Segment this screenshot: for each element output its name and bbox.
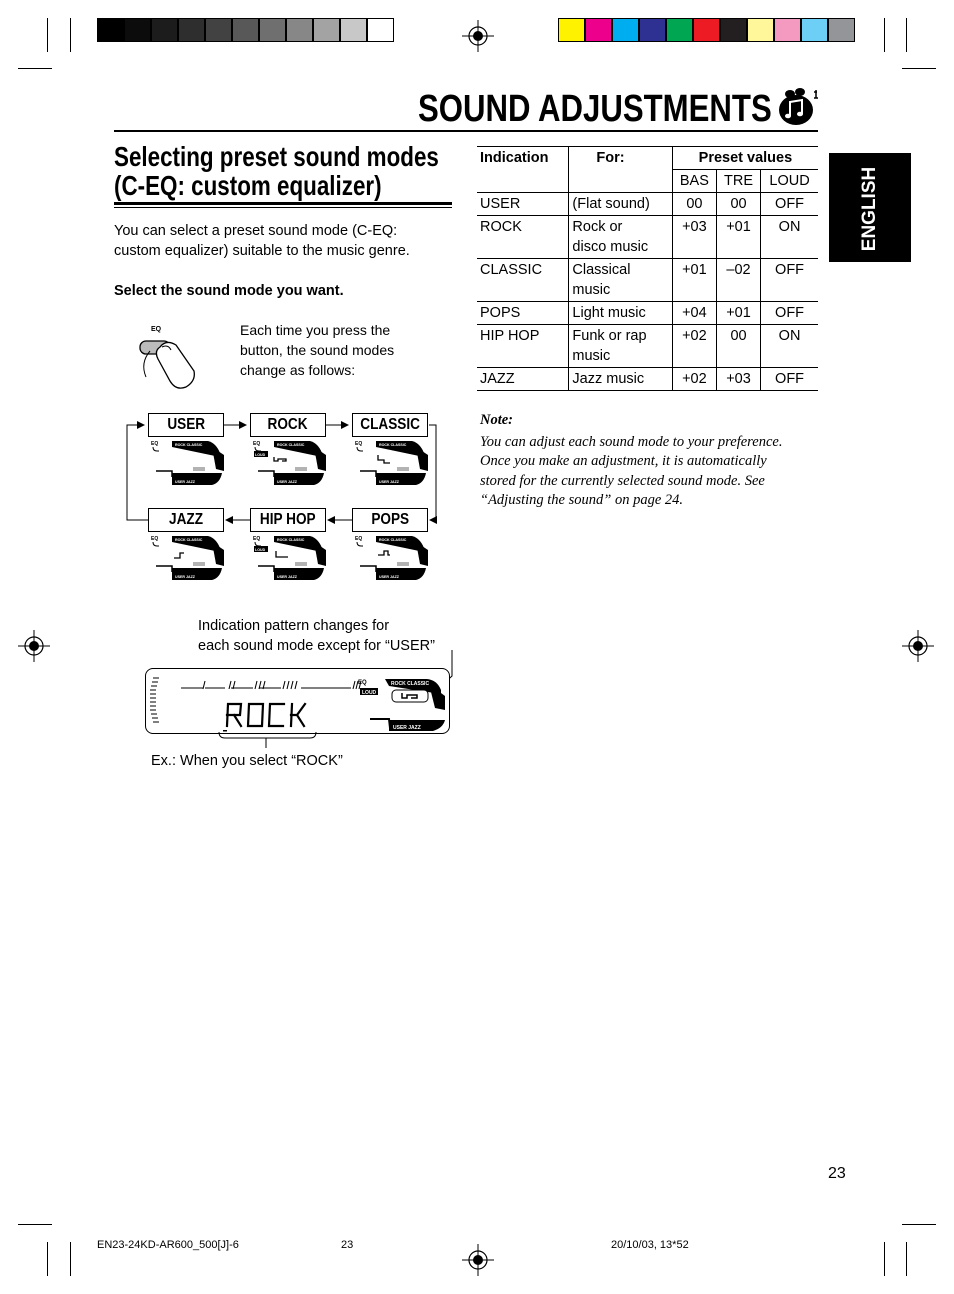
registration-mark-icon — [902, 630, 934, 662]
cell-bas: +02 — [672, 325, 716, 368]
header-preset-values: Preset values — [672, 147, 818, 170]
registration-mark-icon — [18, 630, 50, 662]
mode-jazz: JAZZ — [148, 508, 224, 532]
svg-text:ROCK CLASSIC: ROCK CLASSIC — [391, 681, 430, 687]
crop-mark — [906, 18, 907, 52]
svg-text:LOUD: LOUD — [362, 690, 377, 696]
table-row — [477, 325, 818, 368]
svg-text:EQ: EQ — [358, 680, 367, 686]
svg-text:ROCK CLASSIC: ROCK CLASSIC — [175, 538, 203, 542]
crop-mark — [884, 1242, 885, 1276]
color-swatch — [585, 18, 612, 42]
eq-indicator — [252, 437, 326, 489]
table-row — [477, 368, 818, 391]
gray-swatch — [232, 18, 259, 42]
cell-loud: OFF — [761, 259, 818, 302]
table-row — [477, 302, 818, 325]
table-header-row — [477, 147, 818, 170]
intro-text — [114, 221, 410, 261]
crop-mark — [902, 1224, 936, 1225]
eq-indicator — [150, 437, 224, 489]
svg-text:ROCK CLASSIC: ROCK CLASSIC — [379, 538, 407, 542]
cell-bas: +01 — [672, 259, 716, 302]
crop-mark — [18, 1224, 52, 1225]
cell-tre: +03 — [716, 368, 760, 391]
table-row — [477, 193, 818, 216]
table-row — [477, 216, 818, 259]
color-swatch — [720, 18, 747, 42]
intro-line: You can select a preset sound mode (C-EQ: — [114, 223, 398, 239]
cell-tre: +01 — [716, 302, 760, 325]
svg-text:LOUD: LOUD — [255, 548, 266, 552]
cell-loud: ON — [761, 325, 818, 368]
title-rule — [114, 130, 818, 132]
color-swatch — [666, 18, 693, 42]
for-line: (Flat sound) — [572, 196, 650, 212]
svg-text:EQ: EQ — [151, 441, 159, 447]
gray-swatch — [286, 18, 313, 42]
section-rule — [114, 207, 452, 208]
footer-date: 20/10/03, 13*52 — [611, 1239, 689, 1251]
color-swatch — [801, 18, 828, 42]
svg-text:EQ: EQ — [253, 441, 261, 447]
for-line: music — [572, 282, 611, 298]
gray-swatch — [151, 18, 178, 42]
cell-tre: 00 — [716, 325, 760, 368]
table-row — [477, 259, 818, 302]
registration-mark-icon — [462, 1244, 494, 1276]
cell-bas: 00 — [672, 193, 716, 216]
crop-mark — [884, 18, 885, 52]
color-swatch — [612, 18, 639, 42]
cell-loud: OFF — [761, 193, 818, 216]
header-indication: Indication — [477, 147, 569, 193]
note-line: Once you make an adjustment, it is automatically — [480, 453, 767, 469]
header-loud: LOUD — [761, 170, 818, 193]
crop-mark — [47, 18, 48, 52]
eq-indicator — [150, 532, 224, 584]
section-title — [114, 142, 439, 200]
eq-indicator — [252, 532, 326, 584]
crop-mark — [70, 18, 71, 52]
press-text — [240, 320, 394, 380]
page-number: 23 — [828, 1165, 846, 1182]
section-title-line: (C-EQ: custom equalizer) — [114, 170, 382, 201]
mode-pops: POPS — [352, 508, 428, 532]
svg-text:USER JAZZ: USER JAZZ — [277, 575, 297, 579]
indication-text-line: each sound mode except for “USER” — [198, 638, 435, 654]
press-text-line: Each time you press the — [240, 322, 391, 338]
eq-indicator — [354, 532, 428, 584]
section-title-line: Selecting preset sound modes — [114, 141, 439, 172]
cell-for — [569, 193, 672, 216]
color-swatch — [639, 18, 666, 42]
cell-for — [569, 216, 672, 259]
gray-swatch — [367, 18, 394, 42]
svg-text:USER JAZZ: USER JAZZ — [393, 725, 421, 731]
svg-text:ROCK CLASSIC: ROCK CLASSIC — [277, 538, 305, 542]
svg-text:USER JAZZ: USER JAZZ — [379, 575, 399, 579]
color-swatch — [774, 18, 801, 42]
svg-text:USER JAZZ: USER JAZZ — [175, 575, 195, 579]
registration-mark-icon — [462, 20, 494, 52]
gray-swatch — [97, 18, 124, 42]
press-text-line: button, the sound modes — [240, 342, 395, 358]
example-caption: Ex.: When you select “ROCK” — [151, 753, 343, 769]
gray-swatch — [124, 18, 151, 42]
cell-indication: CLASSIC — [477, 259, 569, 302]
note-line: “Adjusting the sound” on page 24. — [480, 492, 684, 508]
cell-loud: OFF — [761, 302, 818, 325]
eq-button-label: EQ — [151, 326, 162, 333]
color-swatch — [693, 18, 720, 42]
preset-table — [477, 146, 818, 391]
gray-swatch — [259, 18, 286, 42]
svg-text:USER JAZZ: USER JAZZ — [175, 480, 195, 484]
cell-indication: JAZZ — [477, 368, 569, 391]
color-swatch — [558, 18, 585, 42]
for-line: Classical — [572, 262, 631, 278]
crop-mark — [906, 1242, 907, 1276]
gray-swatch — [340, 18, 367, 42]
footer-page: 23 — [341, 1239, 354, 1251]
header-tre: TRE — [716, 170, 760, 193]
crop-mark — [70, 1242, 71, 1276]
gray-swatch — [205, 18, 232, 42]
press-text-line: change as follows: — [240, 362, 356, 378]
section-rule — [114, 202, 452, 205]
color-swatch — [747, 18, 774, 42]
step-heading: Select the sound mode you want. — [114, 283, 344, 299]
svg-text:ROCK CLASSIC: ROCK CLASSIC — [175, 443, 203, 447]
svg-text:USER JAZZ: USER JAZZ — [379, 480, 399, 484]
eq-button-icon[interactable] — [136, 333, 202, 393]
for-line: Rock or — [572, 219, 623, 235]
header-for: For: — [569, 147, 672, 193]
mode-classic: CLASSIC — [352, 413, 428, 437]
cell-tre: –02 — [716, 259, 760, 302]
svg-text:EQ: EQ — [355, 536, 363, 542]
cell-bas: +04 — [672, 302, 716, 325]
cell-bas: +03 — [672, 216, 716, 259]
header-bas: BAS — [672, 170, 716, 193]
language-tab-label: ENGLISH — [859, 166, 880, 252]
mode-rock: ROCK — [250, 413, 326, 437]
gray-swatch — [178, 18, 205, 42]
cell-loud: ON — [761, 216, 818, 259]
footer-file: EN23-24KD-AR600_500[J]-6 — [97, 1239, 239, 1251]
cell-for — [569, 302, 672, 325]
for-line: Jazz music — [572, 371, 645, 387]
cell-indication: POPS — [477, 302, 569, 325]
page-title: SOUND ADJUSTMENTS — [418, 88, 772, 130]
cell-for — [569, 368, 672, 391]
mode-hip-hop: HIP HOP — [250, 508, 326, 532]
note-line: You can adjust each sound mode to your preference. — [480, 433, 783, 450]
cell-loud: OFF — [761, 368, 818, 391]
svg-text:ROCK CLASSIC: ROCK CLASSIC — [277, 443, 305, 447]
cell-tre: +01 — [716, 216, 760, 259]
note-line: stored for the currently selected sound mode. See — [480, 472, 765, 489]
language-tab — [829, 153, 911, 262]
crop-mark — [902, 68, 936, 69]
cell-indication: USER — [477, 193, 569, 216]
for-line: Light music — [572, 305, 646, 321]
cell-bas: +02 — [672, 368, 716, 391]
crop-mark — [18, 68, 52, 69]
mode-user: USER — [148, 413, 224, 437]
svg-text:USER JAZZ: USER JAZZ — [277, 480, 297, 484]
for-line: disco music — [572, 239, 649, 255]
for-line: music — [572, 348, 611, 364]
intro-line: custom equalizer) suitable to the music genre. — [114, 243, 410, 259]
svg-text:LOUD: LOUD — [255, 453, 266, 457]
svg-text:ROCK CLASSIC: ROCK CLASSIC — [379, 443, 407, 447]
svg-text:EQ: EQ — [151, 536, 159, 542]
gray-swatch — [313, 18, 340, 42]
music-note-icon — [776, 86, 820, 128]
example-bracket — [215, 730, 320, 750]
color-swatch — [828, 18, 855, 42]
cell-for — [569, 259, 672, 302]
cell-indication: ROCK — [477, 216, 569, 259]
eq-indicator — [354, 437, 428, 489]
note — [480, 411, 820, 511]
display-graphics — [145, 668, 450, 734]
svg-text:EQ: EQ — [253, 536, 261, 542]
for-line: Funk or rap — [572, 328, 647, 344]
crop-mark — [47, 1242, 48, 1276]
note-title: Note: — [480, 412, 514, 428]
cell-indication: HIP HOP — [477, 325, 569, 368]
cell-for — [569, 325, 672, 368]
svg-text:EQ: EQ — [355, 441, 363, 447]
cell-tre: 00 — [716, 193, 760, 216]
indication-text-line: Indication pattern changes for — [198, 618, 390, 634]
